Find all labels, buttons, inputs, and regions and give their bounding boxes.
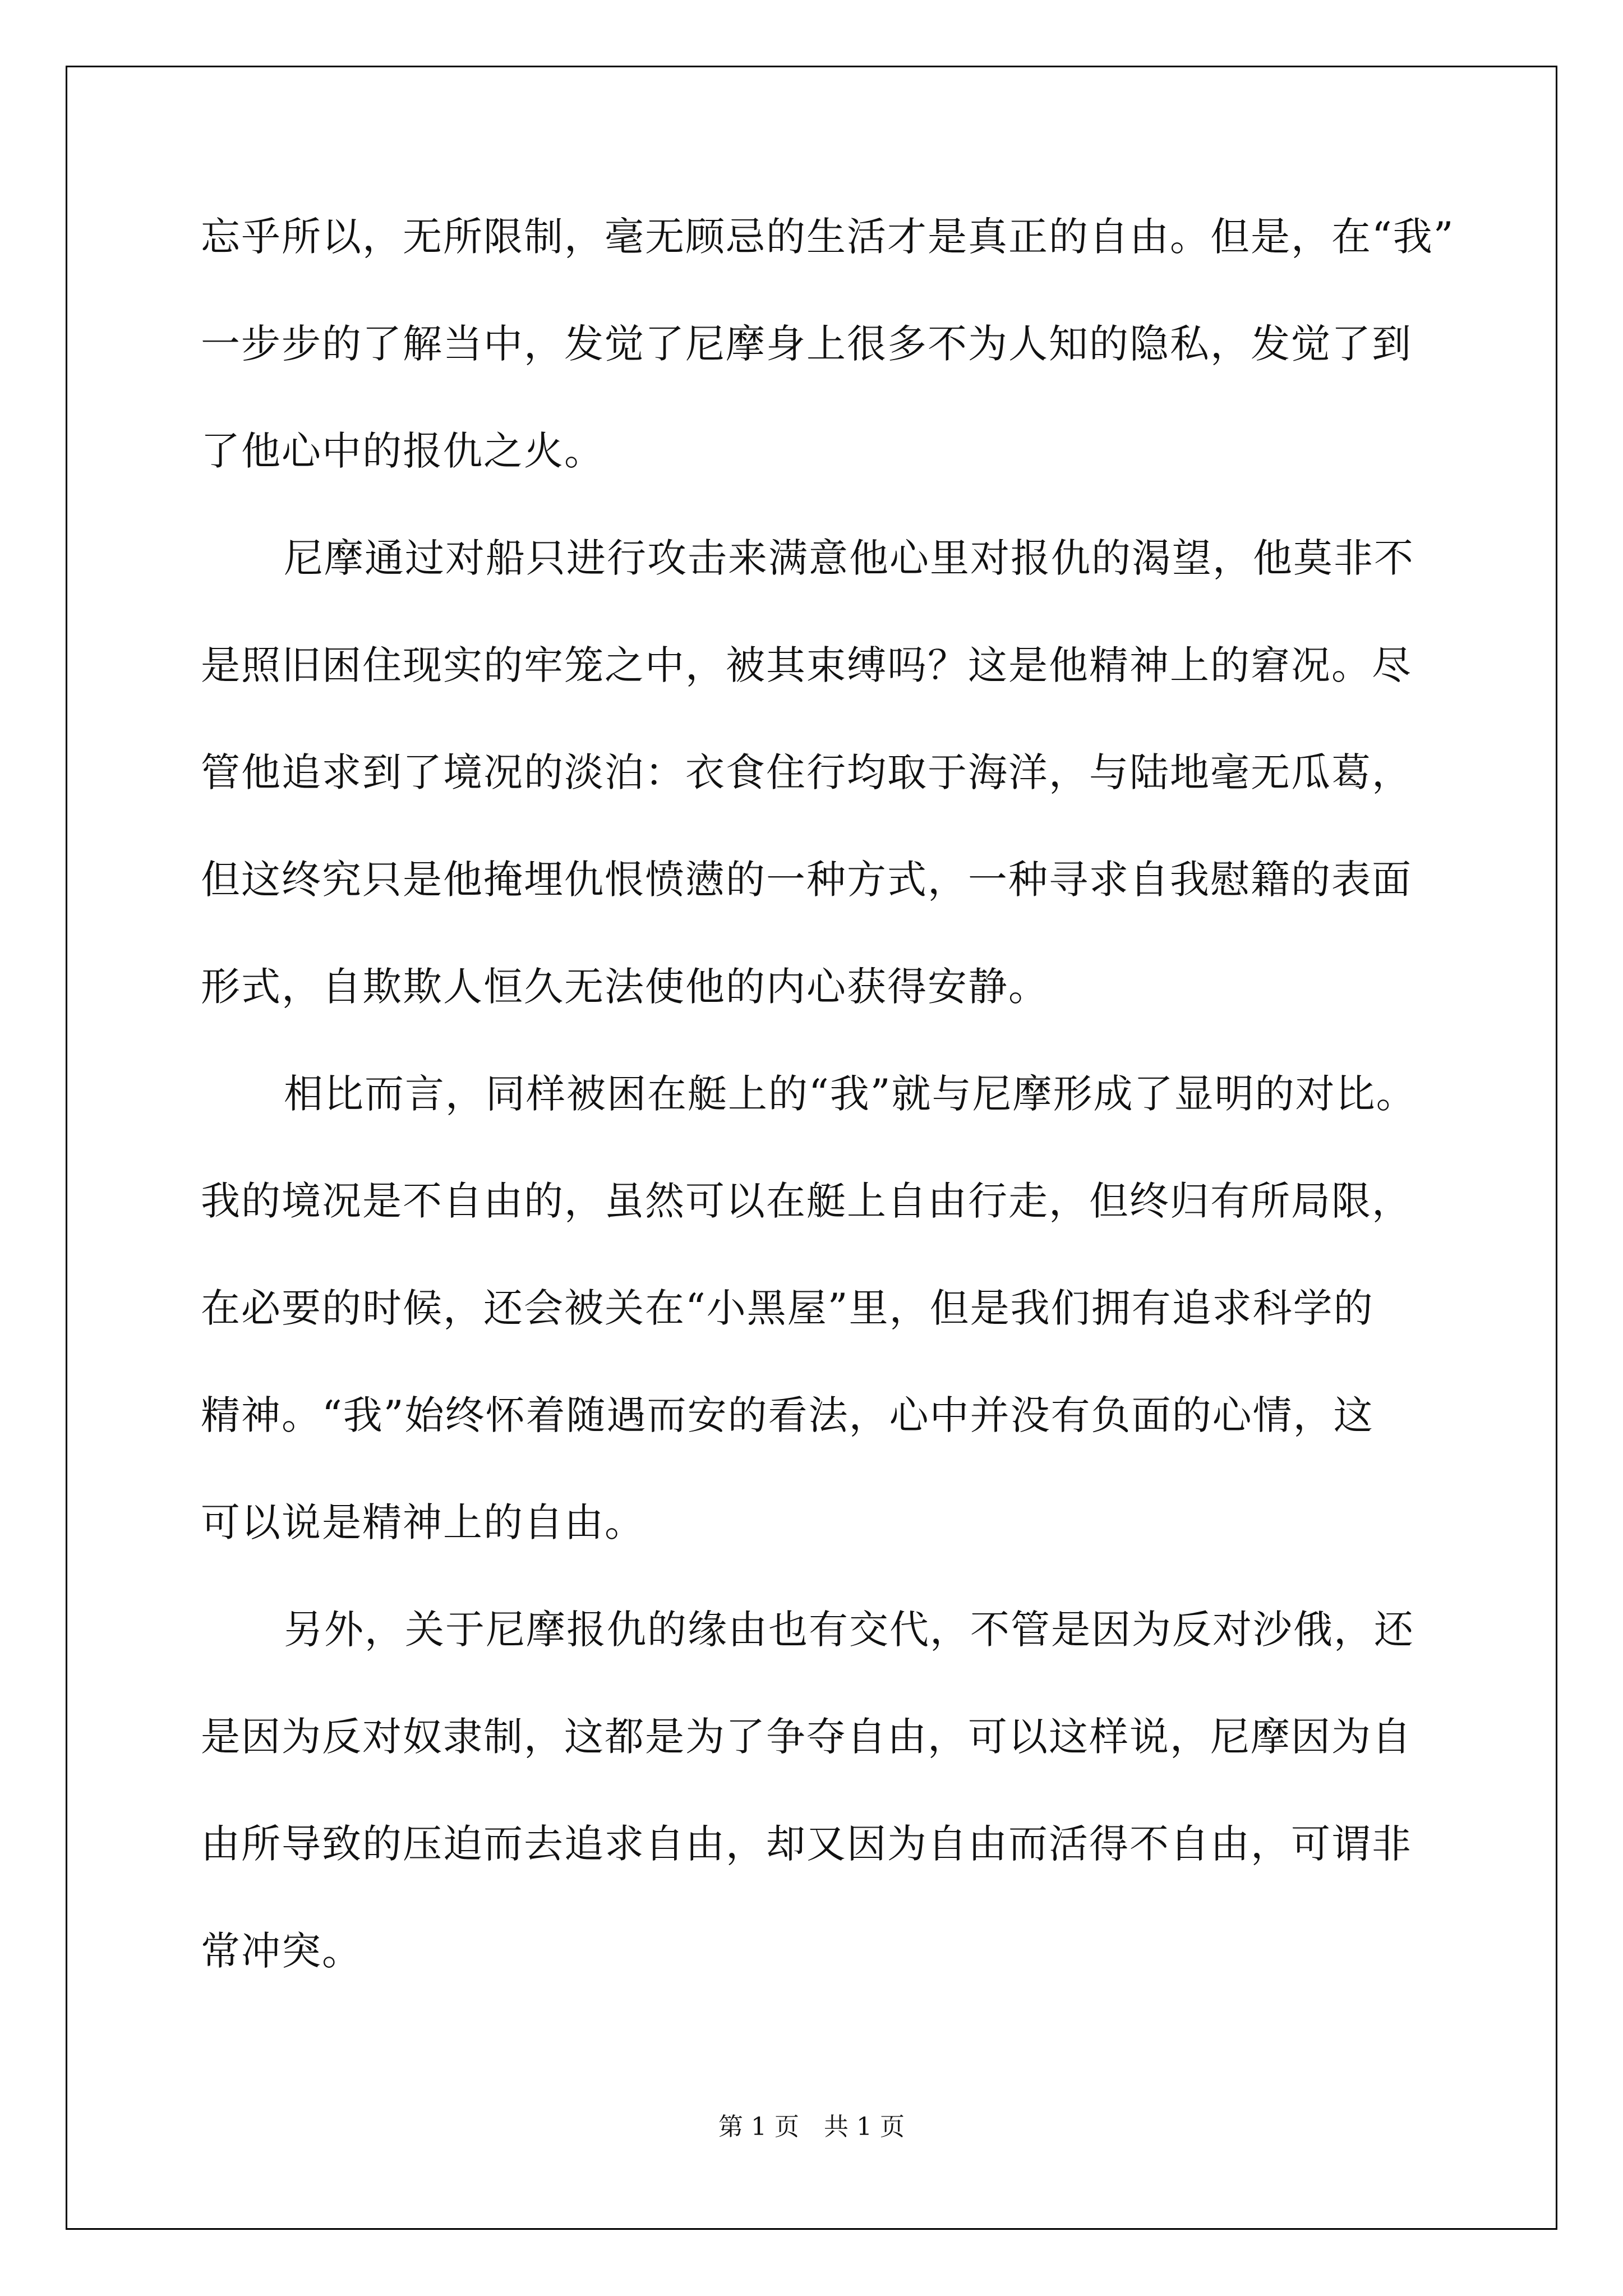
- text-line: 由所导致的压迫而去追求自由，却又因为自由而活得不自由，可谓非: [201, 1821, 1412, 1867]
- text-line: 精神。“我”始终怀着随遇而安的看法，心中并没有负面的心情，这: [201, 1392, 1374, 1438]
- text-line: 了他心中的报仇之火。: [201, 428, 605, 474]
- text-line: 在必要的时候，还会被关在“小黑屋”里，但是我们拥有追求科学的: [201, 1285, 1374, 1331]
- text-line: 一步步的了解当中，发觉了尼摩身上很多不为人知的隐私，发觉了到: [201, 321, 1412, 367]
- text-line: 常冲突。: [201, 1928, 362, 1974]
- text-line: 管他追求到了境况的淡泊：衣食住行均取于海洋，与陆地毫无瓜葛，: [201, 749, 1412, 795]
- text-line: 是照旧困住现实的牢笼之中，被其束缚吗？这是他精神上的窘况。尽: [201, 642, 1412, 688]
- paragraph-start-line: 相比而言，同样被困在艇上的“我”就与尼摩形成了显明的对比。: [284, 1071, 1417, 1117]
- text-line: 但这终究只是他掩埋仇恨愤懑的一种方式，一种寻求自我慰籍的表面: [201, 857, 1412, 903]
- text-line: 忘乎所以，无所限制，毫无顾忌的生活才是真正的自由。但是，在“我”: [201, 214, 1455, 260]
- text-line: 形式，自欺欺人恒久无法使他的内心获得安静。: [201, 964, 1049, 1010]
- paragraph-start-line: 尼摩通过对船只进行攻击来满意他心里对报仇的渴望，他莫非不: [284, 535, 1414, 581]
- page-number-footer: 第 1 页 共 1 页: [718, 2113, 905, 2141]
- document-body: [201, 209, 1455, 2030]
- paragraph-start-line: 另外，关于尼摩报仇的缘由也有交代，不管是因为反对沙俄，还: [284, 1607, 1414, 1653]
- text-line: 是因为反对奴隶制，这都是为了争夺自由，可以这样说，尼摩因为自: [201, 1714, 1412, 1760]
- text-line: 可以说是精神上的自由。: [201, 1499, 645, 1545]
- text-line: 我的境况是不自由的，虽然可以在艇上自由行走，但终归有所局限，: [201, 1178, 1412, 1224]
